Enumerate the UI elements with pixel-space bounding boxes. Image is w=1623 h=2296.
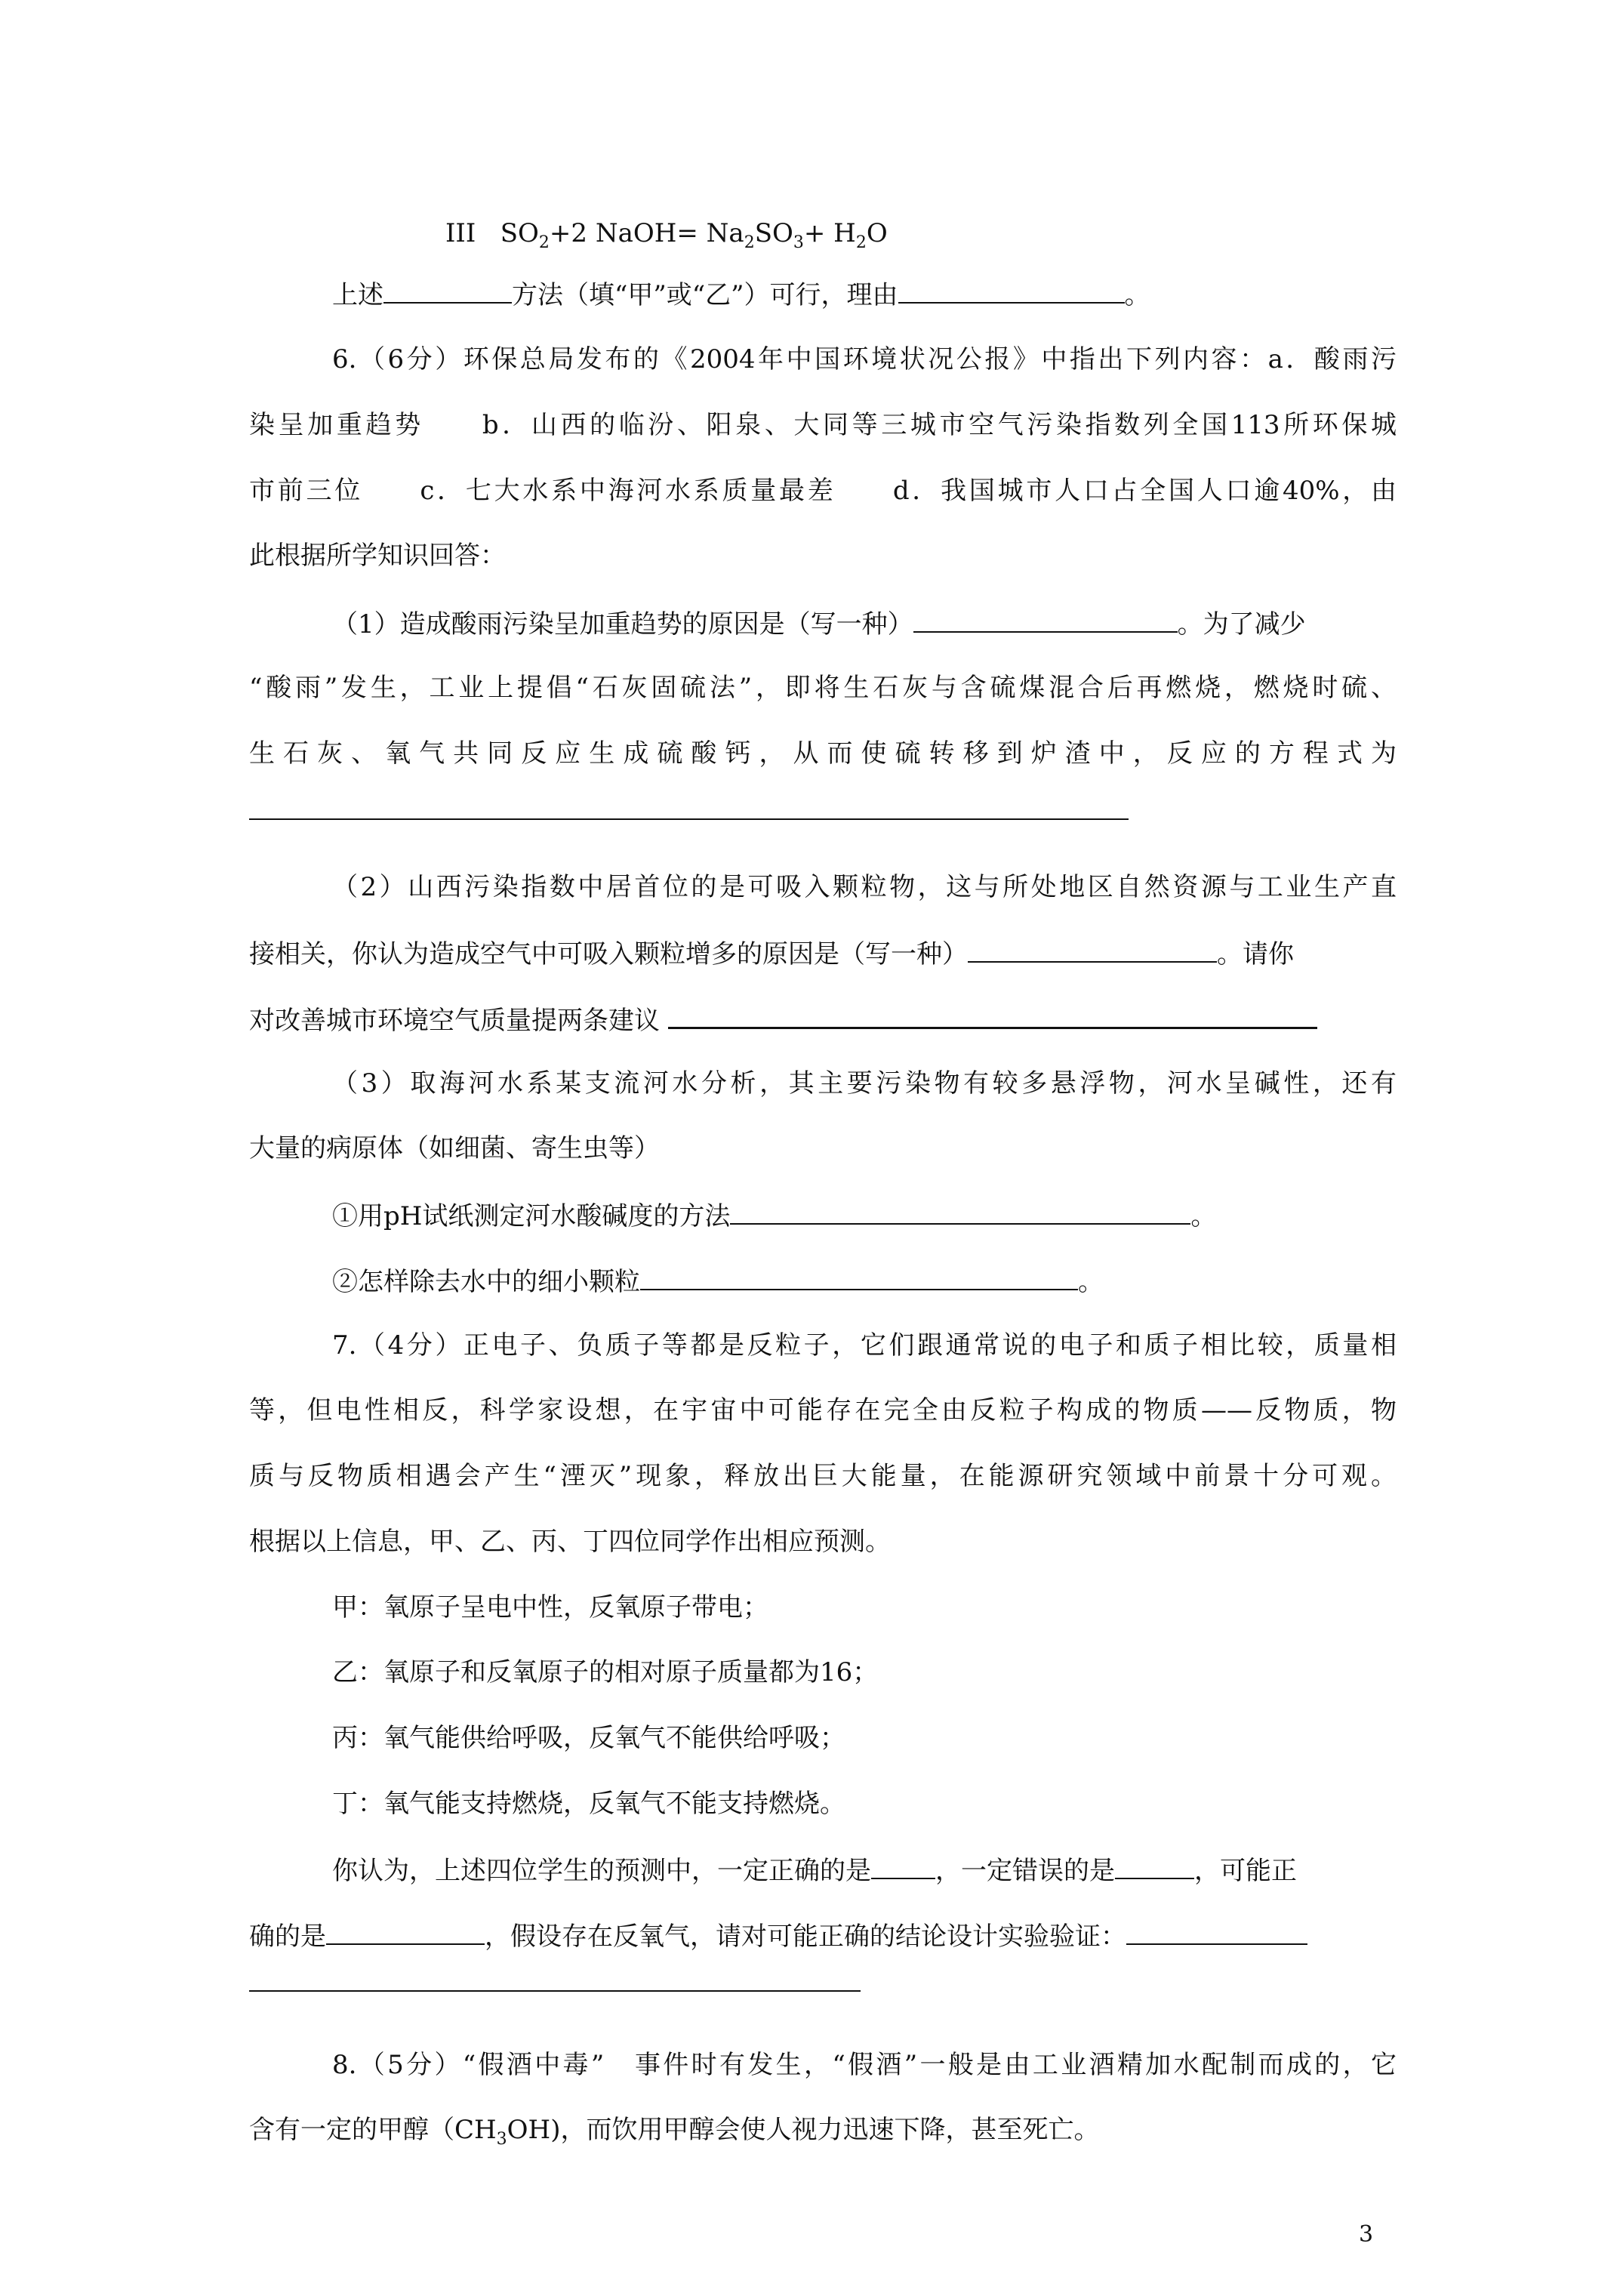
q6-part3-line: 大量的病原体（如细菌、寄生虫等） [249, 1133, 660, 1163]
q6-part3-item: ①用pH试纸测定河水酸碱度的方法 。 [332, 1196, 1397, 1234]
q7-prediction: 乙：氧原子和反氧原子的相对原子质量都为16； [332, 1657, 879, 1687]
answer-blank[interactable] [1115, 1851, 1194, 1879]
q6-part2-line: （2）山西污染指数中居首位的是可吸入颗粒物，这与所处地区自然资源与工业生产直 [332, 872, 1397, 902]
q6-part3-line: （3）取海河水系某支流河水分析，其主要污染物有较多悬浮物，河水呈碱性，还有 [332, 1068, 1397, 1099]
q7-prediction: 丙：氧气能供给呼吸，反氧气不能供给呼吸； [332, 1723, 845, 1753]
page-number: 3 [1359, 2221, 1374, 2248]
q7-stem-line: 等，但电性相反，科学家设想，在宇宙中可能存在完全由反粒子构成的物质——反物质，物 [249, 1395, 1397, 1425]
answer-blank[interactable] [1126, 1916, 1307, 1945]
answer-blank[interactable] [898, 275, 1125, 304]
q6-part1-line: （1）造成酸雨污染呈加重趋势的原因是（写一种） 。为了减少 [332, 604, 1397, 643]
q6-stem-line: 此根据所学知识回答： [249, 541, 506, 571]
answer-line[interactable] [249, 1990, 861, 1992]
answer-blank[interactable] [640, 1262, 1078, 1290]
q6-stem-line: 6.（6分）环保总局发布的《2004年中国环境状况公报》中指出下列内容：a．酸雨污 [332, 344, 1397, 374]
equation-line: III $SO_2+2$ NaOH= $Na_2SO_3+ H_2O$ [445, 218, 888, 252]
q6-part2-line: 对改善城市环境空气质量提两条建议 [249, 1000, 1397, 1039]
q7-prediction: 丁：氧气能支持燃烧，反氧气不能支持燃烧。 [332, 1789, 845, 1819]
q7-question-line: 确的是 ，假设存在反氧气，请对可能正确的结论设计实验验证： [249, 1916, 1397, 1955]
q6-stem-line: 市前三位 c．七大水系中海河水系质量最差 d．我国城市人口占全国人口逾40%，由 [249, 476, 1397, 506]
q8-stem-line: 8.（5分）“假酒中毒” 事件时有发生，“假酒”一般是由工业酒精加水配制而成的，它 [332, 2050, 1397, 2080]
q8-stem-line: 含有一定的甲醇$(CH_3OH)$，而饮用甲醇会使人视力迅速下降，甚至死亡。 [249, 2115, 1100, 2149]
answer-blank[interactable] [730, 1196, 1190, 1225]
answer-blank[interactable] [668, 1000, 1317, 1029]
q7-stem-line: 根据以上信息，甲、乙、丙、丁四位同学作出相应预测。 [249, 1527, 891, 1557]
q7-prediction: 甲：氧原子呈电中性，反氧原子带电； [332, 1592, 768, 1623]
q7-stem-line: 质与反物质相遇会产生“湮灭”现象，释放出巨大能量，在能源研究领域中前景十分可观。 [249, 1461, 1397, 1491]
q5-method-line: 上述 方法（填“甲”或“乙”）可行，理由 。 [332, 275, 1397, 313]
answer-line[interactable] [249, 818, 1129, 820]
answer-blank[interactable] [871, 1851, 935, 1879]
q7-question-line: 你认为，上述四位学生的预测中，一定正确的是 ，一定错误的是 ，可能正 [332, 1851, 1397, 1889]
equation-number: III [445, 218, 476, 248]
q6-part3-item: ②怎样除去水中的细小颗粒 。 [332, 1262, 1397, 1300]
q6-part2-line: 接相关，你认为造成空气中可吸入颗粒增多的原因是（写一种） 。请你 [249, 934, 1397, 972]
answer-blank[interactable] [383, 275, 512, 304]
answer-blank[interactable] [968, 934, 1217, 963]
q6-stem-line: 染呈加重趋势 b．山西的临汾、阳泉、大同等三城市空气污染指数列全国113所环保城 [249, 410, 1397, 440]
answer-blank[interactable] [326, 1916, 485, 1945]
q7-stem-line: 7.（4分）正电子、负质子等都是反粒子，它们跟通常说的电子和质子相比较，质量相 [332, 1330, 1397, 1361]
answer-blank[interactable] [913, 604, 1178, 633]
q6-part1-line: 生石灰、氧气共同反应生成硫酸钙，从而使硫转移到炉渣中，反应的方程式为 [249, 738, 1397, 769]
q6-part1-line: “酸雨”发生，工业上提倡“石灰固硫法”，即将生石灰与含硫煤混合后再燃烧，燃烧时硫、 [249, 673, 1397, 703]
